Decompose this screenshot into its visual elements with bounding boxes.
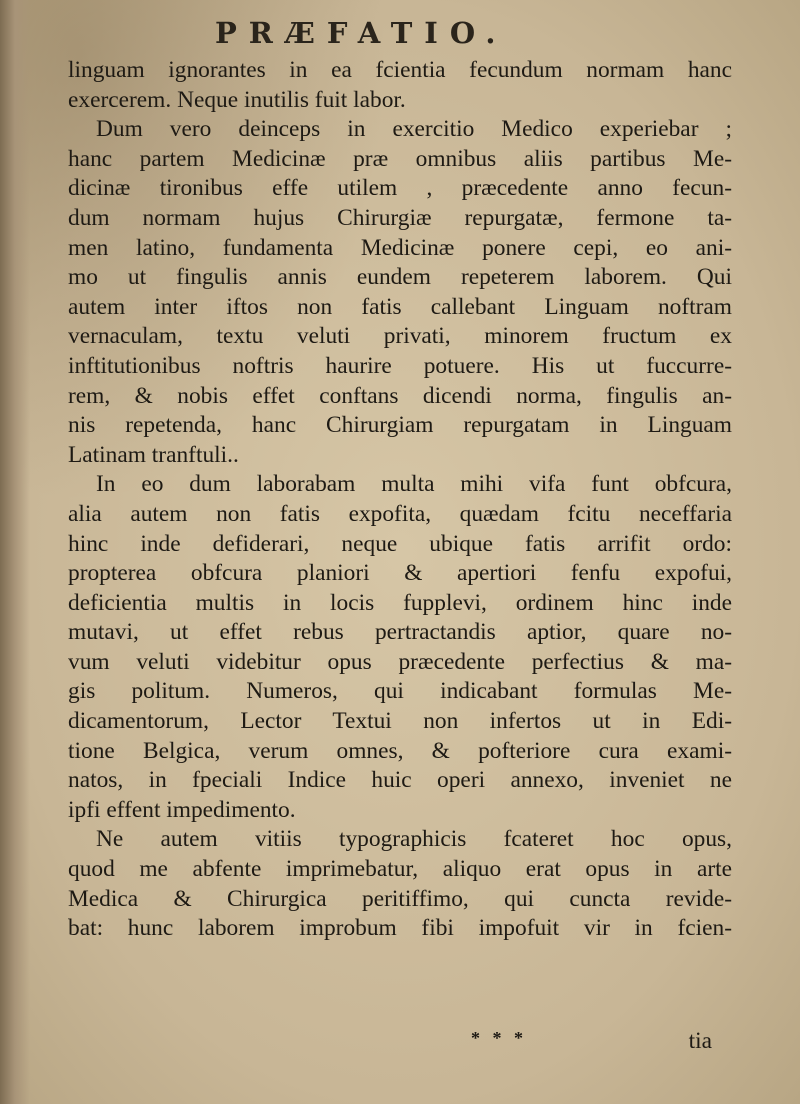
text-line: Medica & Chirurgica peritiffimo, qui cuncta revide- <box>68 885 732 912</box>
book-spine-shadow <box>0 0 30 1104</box>
text-line: vernaculam, textu veluti privati, minorem fructum ex <box>68 323 732 350</box>
text-line: tione Belgica, verum omnes, & pofteriore cura exami- <box>68 737 732 764</box>
text-line: alia autem non fatis expofita, quædam fcitu neceffaria <box>68 500 732 527</box>
text-line: dicamentorum, Lector Textui non infertos ut in Edi- <box>68 708 732 735</box>
text-line: propterea obfcura planiori & apertiori fenfu expofui, <box>68 560 732 587</box>
text-line: deficientia multis in locis fupplevi, ordinem hinc inde <box>68 589 732 616</box>
text-line: linguam ignorantes in ea fcientia fecundum normam hanc <box>68 57 732 83</box>
running-head: PRÆFATIO. <box>215 16 508 50</box>
text-line: gis politum. Numeros, qui indicabant formulas Me- <box>68 678 732 705</box>
text-line: autem inter iftos non fatis callebant Linguam noftram <box>68 293 732 320</box>
text-line: hinc inde defiderari, neque ubique fatis arrifit ordo: <box>68 530 732 557</box>
body-text <box>68 56 732 944</box>
text-line: vum veluti videbitur opus præcedente perfectius & ma- <box>68 648 732 675</box>
text-line: mutavi, ut effet rebus pertractandis aptior, quare no- <box>68 619 732 646</box>
text-line: Latinam tranftuli.. <box>68 441 239 468</box>
text-line: dicinæ tironibus effe utilem , præcedente anno fecun- <box>68 175 732 202</box>
text-line: exercerem. Neque inutilis fuit labor. <box>68 86 406 113</box>
text-line: men latino, fundamenta Medicinæ ponere cepi, eo ani- <box>68 234 732 261</box>
catchword: tia <box>688 1028 712 1054</box>
text-line: Dum vero deinceps in exercitio Medico experiebar ; <box>96 116 732 143</box>
text-line: nis repetenda, hanc Chirurgiam repurgatam in Linguam <box>68 412 732 439</box>
text-line: natos, in fpeciali Indice huic operi annexo, inveniet ne <box>68 767 732 794</box>
text-line: quod me abfente imprimebatur, aliquo erat opus in arte <box>68 856 732 883</box>
text-line: Ne autem vitiis typographicis fcateret hoc opus, <box>96 826 732 853</box>
text-line: ipfi effent impedimento. <box>68 796 296 823</box>
text-line: dum normam hujus Chirurgiæ repurgatæ, fermone ta- <box>68 204 732 231</box>
signature-mark: * * * <box>471 1028 527 1048</box>
page-footer <box>68 1028 732 1058</box>
text-line: rem, & nobis effet conftans dicendi norma, fingulis an- <box>68 382 732 409</box>
text-line: inftitutionibus noftris haurire potuere. His ut fuccurre- <box>68 352 732 379</box>
text-line: mo ut fingulis annis eundem repeterem laborem. Qui <box>68 264 732 291</box>
text-line: bat: hunc laborem improbum fibi impofuit vir in fcien- <box>68 915 732 942</box>
text-line: In eo dum laborabam multa mihi vifa funt obfcura, <box>96 471 732 498</box>
text-line: hanc partem Medicinæ præ omnibus aliis partibus Me- <box>68 145 732 172</box>
